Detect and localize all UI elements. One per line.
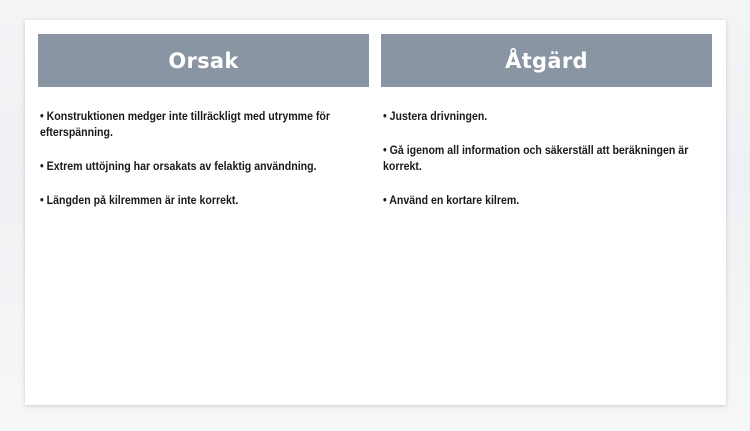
list-item: • Använd en kortare kilrem. bbox=[383, 195, 520, 207]
list-item: • Konstruktionen medger inte tillräckligt med utrymme för efterspänning. bbox=[40, 111, 331, 139]
list-item: • Extrem uttöjning har orsakats av felaktig användning. bbox=[40, 161, 317, 173]
list-item: • Längden på kilremmen är inte korrekt. bbox=[40, 195, 239, 207]
cause-list bbox=[38, 87, 369, 209]
list-item: • Justera drivningen. bbox=[383, 111, 488, 123]
cause-column bbox=[38, 34, 369, 227]
cause-header: Orsak bbox=[38, 34, 369, 87]
action-column bbox=[381, 34, 712, 227]
content-card bbox=[25, 20, 726, 405]
action-list bbox=[381, 87, 712, 209]
list-item: • Gå igenom all information och säkerställ att beräkningen är korrekt. bbox=[383, 145, 689, 173]
action-header: Åtgärd bbox=[381, 34, 712, 87]
